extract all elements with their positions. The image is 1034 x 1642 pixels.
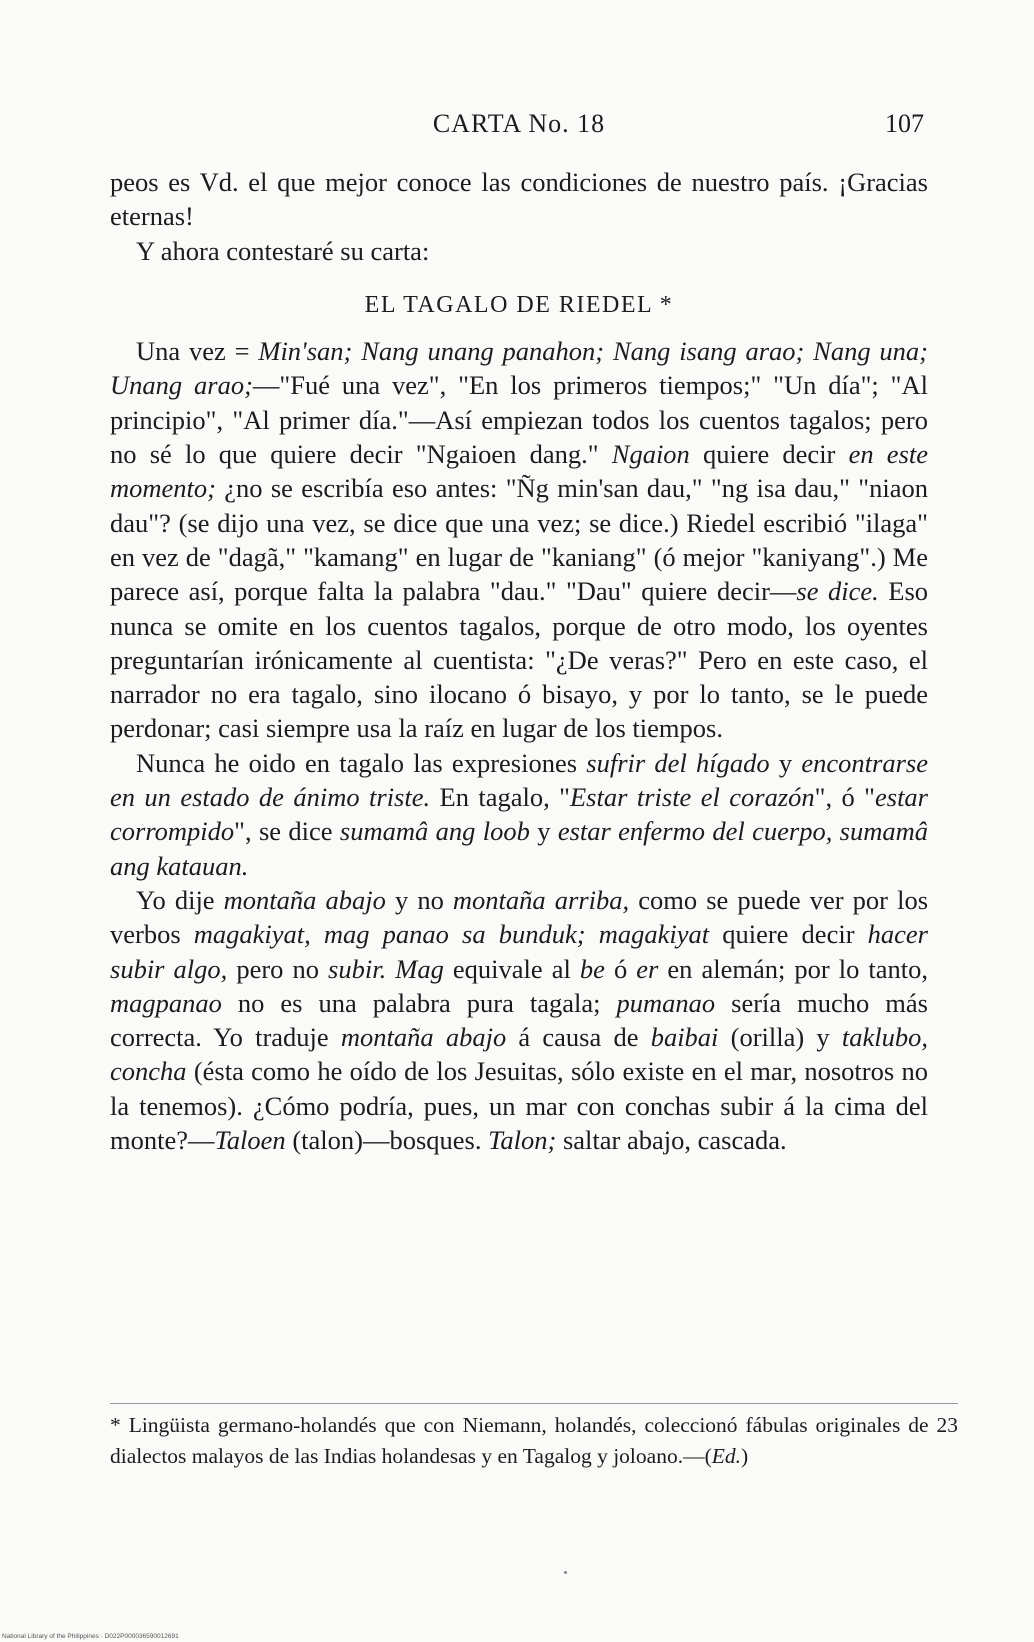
text-run: (ésta como he oído de los Jesuitas, sólo existe en el mar, nosotros no la tenemos). ¿Cómo podría, pues, un mar con conchas subir á la cima del monte?—: [110, 1056, 928, 1156]
paragraph-continuation: peos es Vd. el que mejor conoce las condiciones de nuestro país. ¡Gracias eternas!: [110, 167, 928, 232]
text-run: como se puede ver por los verbos: [110, 884, 929, 950]
text-run: Eso nunca se omite en los cuentos tagalos, porque de otro modo, los oyentes preguntarían irónicamente al cuentista: "¿De veras?" Pero en este caso, el narrador no era tagalo, sino ilocano ó bisayo, y por lo tanto, se le puede perdonar; casi siempre usa la raíz en lugar de los tiempos.: [110, 576, 929, 744]
paragraph-riedel: [110, 334, 928, 746]
text-run: quiere decir: [709, 919, 868, 950]
text-run: pero no: [227, 953, 329, 984]
italic-run: montaña abajo: [223, 884, 386, 915]
text-run: y: [529, 816, 558, 847]
italic-run: be: [579, 953, 605, 984]
paragraph-montana: [110, 883, 928, 1157]
text-run: ¿no se escribía eso antes: "Ñg min'san dau," "ng isa dau," "niaon dau"? (se dijo una vez, se dice que una vez; se dice.) Riedel escribió "ilaga" en vez de "dagã," "kamang" en lugar de "kaniang" (ó mejor "kaniyang".) Me parece así, porque falta la palabra "dau." "Dau" quiere decir—: [110, 473, 928, 607]
page-number: 107: [885, 109, 924, 138]
text-run: y: [769, 747, 802, 778]
italic-run: Mag: [395, 953, 444, 984]
italic-run: Ed.: [711, 1444, 742, 1468]
text-run: ", se dice: [234, 816, 340, 847]
running-title: CARTA No. 18: [432, 109, 606, 138]
text-run: no es una palabra pura tagala;: [221, 987, 617, 1018]
italic-run: magpanao: [110, 987, 222, 1018]
italic-run: en este momento;: [110, 439, 929, 504]
text-run: en alemán; por lo tanto,: [658, 953, 929, 984]
italic-run: baibai: [650, 1022, 719, 1053]
text-run: (talon)—bosques.: [285, 1125, 489, 1156]
text-run: ): [741, 1444, 749, 1468]
text-run: —"Fué una vez", "En los primeros tiempos;" "Un día"; "Al principio", "Al primer día."—Así empiezan todos los cuentos tagalos; pero no sé lo que quiere decir "Ngaioen dang.": [110, 370, 929, 470]
text-run: Yo dije: [136, 884, 224, 915]
text-run: ", ó ": [814, 782, 875, 813]
italic-run: estar corrompido: [110, 782, 928, 847]
text-run: Nunca he oido en tagalo las expresiones: [136, 747, 587, 778]
footnote-divider: [110, 1403, 958, 1404]
scan-speck: [564, 1571, 567, 1574]
footnote: [110, 1410, 958, 1472]
text-run: sería mucho más correcta. Yo traduje: [110, 987, 928, 1053]
text-run: saltar abajo, cascada.: [556, 1125, 787, 1156]
text-run: En tagalo, ": [430, 782, 570, 813]
text-run: equivale al: [443, 953, 580, 984]
italic-run: se dice.: [796, 576, 879, 607]
italic-run: Talon;: [488, 1125, 557, 1156]
italic-run: er: [636, 953, 659, 984]
italic-run: encontrarse en un estado de ánimo triste.: [110, 747, 928, 813]
text-run: á causa de: [506, 1022, 651, 1053]
italic-run: montaña arriba,: [452, 884, 630, 915]
italic-run: magakiyat, mag panao sa bunduk; magakiyat: [193, 919, 710, 950]
italic-run: taklubo, concha: [110, 1022, 928, 1087]
scan-credit: National Library of the Philippines · D022P000036590012691: [2, 1633, 179, 1640]
paragraph-intro: Y ahora contestaré su carta:: [136, 235, 430, 266]
text-run: y no: [385, 884, 453, 915]
italic-run: hacer subir algo,: [110, 919, 928, 984]
text-run: (orilla) y: [718, 1022, 842, 1053]
text-run: quiere decir: [689, 439, 849, 470]
section-heading: EL TAGALO DE RIEDEL *: [364, 291, 674, 318]
italic-run: sufrir del hígado: [586, 747, 770, 778]
text-run: * Lingüista germano-holandés que con Niemann, holandés, coleccionó fábulas originales de 23 dialectos malayos de las Indias holandesas y en Tagalog y joloano.—(: [110, 1413, 958, 1468]
text-run: ó: [604, 953, 637, 984]
italic-run: Ngaion: [611, 439, 690, 470]
body-text: [110, 165, 928, 1157]
italic-run: pumanao: [616, 987, 716, 1018]
italic-run: Min'san; Nang unang panahon; Nang isang arao; Nang una; Unang arao;: [110, 336, 929, 401]
paragraph-expressions: [110, 746, 928, 883]
text-run: [386, 954, 395, 984]
italic-run: subir.: [328, 953, 387, 984]
running-header: [110, 103, 928, 143]
text-run: Una vez =: [136, 336, 259, 367]
italic-run: estar enfermo del cuerpo, sumamâ ang katauan.: [110, 816, 929, 881]
italic-run: Taloen: [214, 1125, 286, 1156]
italic-run: sumamâ ang loob: [339, 816, 530, 847]
italic-run: montaña abajo: [340, 1022, 507, 1053]
italic-run: Estar triste el corazón: [570, 782, 815, 813]
